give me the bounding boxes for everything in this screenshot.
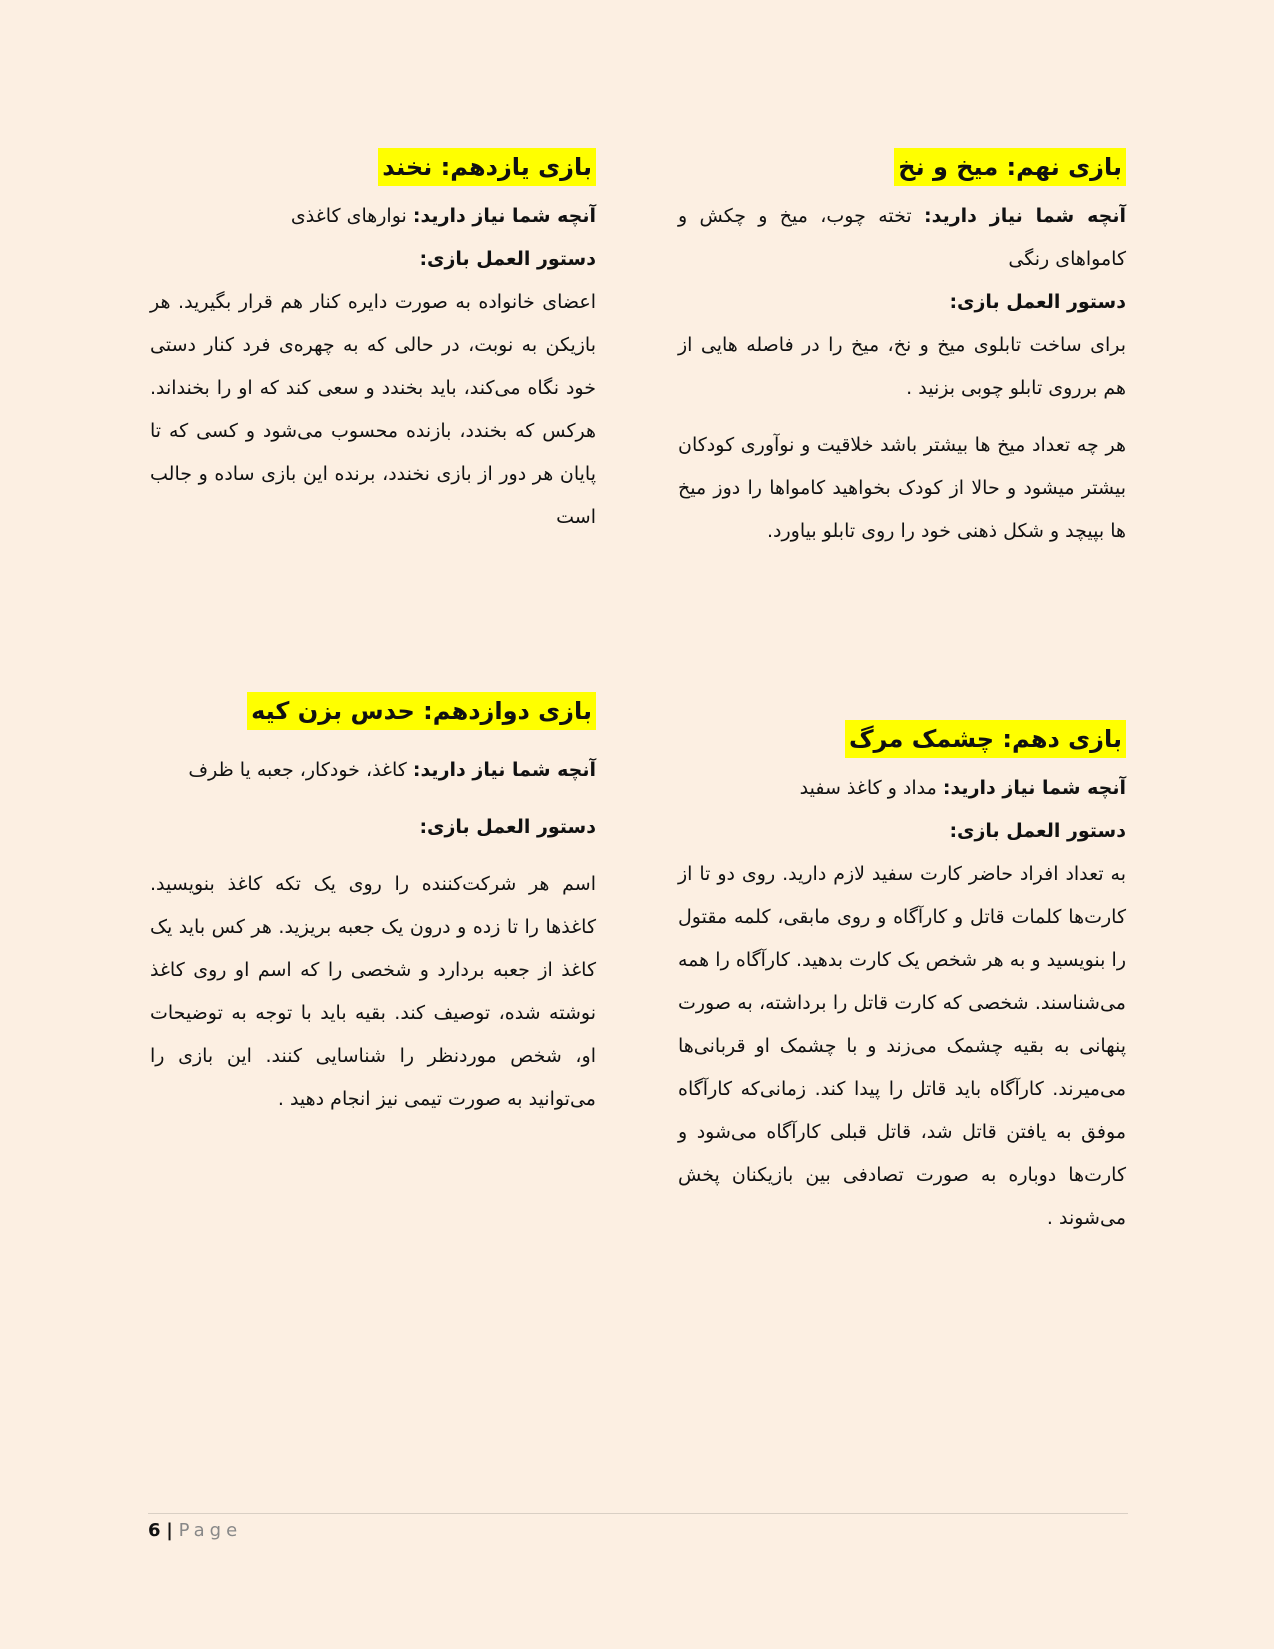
game-9-needs: [678, 195, 1126, 281]
game-12-section: [150, 692, 596, 1121]
game-10-section: [678, 720, 1126, 1240]
needs-value: کاغذ، خودکار، جعبه یا ظرف: [188, 759, 413, 781]
game-11-instructions-label: دستور العمل بازی:: [419, 248, 596, 270]
game-9-title: بازی نهم: میخ و نخ: [894, 148, 1126, 186]
footer-separator: |: [166, 1520, 173, 1541]
game-12-instructions-label: دستور العمل بازی:: [419, 816, 596, 838]
game-10-title: بازی دهم: چشمک مرگ: [845, 720, 1126, 758]
needs-label: آنچه شما نیاز دارید:: [942, 777, 1126, 799]
needs-value: نوارهای کاغذی: [290, 205, 413, 227]
game-10-needs: [678, 767, 1126, 810]
game-12-body-1: اسم هر شرکت‌کننده را روی یک تکه کاغذ بنویسید. کاغذها را تا زده و درون یک جعبه بریزید. هر کس باید یک کاغذ از جعبه بردارد و شخصی را که اسم او روی کاغذ نوشته شده، توصیف کند. بقیه باید با توجه به توضیحات او، شخص موردنظر را شناسایی کنند. این بازی را می‌توانید به صورت تیمی نیز انجام دهید .: [150, 873, 596, 1110]
game-9-section: [678, 148, 1126, 553]
game-10-instructions-label: دستور العمل بازی:: [949, 820, 1126, 842]
game-9-instructions-label: دستور العمل بازی:: [949, 291, 1126, 313]
game-12-title: بازی دوازدهم: حدس بزن کیه: [247, 692, 596, 730]
game-11-title: بازی یازدهم: نخند: [378, 148, 596, 186]
game-11-needs: [150, 195, 596, 238]
page-number: 6: [148, 1520, 161, 1541]
needs-label: آنچه شما نیاز دارید:: [412, 759, 596, 781]
game-9-body-2: هر چه تعداد میخ ها بیشتر باشد خلاقیت و نوآوری کودکان بیشتر میشود و حالا از کودک بخواهید کامواها را دوز میخ ها بپیچد و شکل ذهنی خود را روی تابلو بیاورد.: [678, 434, 1126, 542]
game-11-section: [150, 148, 596, 539]
game-11-body-1: اعضای خانواده به صورت دایره کنار هم قرار بگیرید. هر بازیکن به نوبت، در حالی که به چهره‌ی فرد کنار دستی خود نگاه می‌کند، باید بخندد و سعی کند که او را بخنداند. هرکس که بخندد، بازنده محسوب می‌شود و کسی که تا پایان هر دور از بازی نخندد، برنده این بازی ساده و جالب است: [150, 291, 596, 528]
needs-value: تخته چوب، میخ و چکش و کامواهای رنگی: [678, 205, 1126, 270]
page-word: Page: [178, 1520, 243, 1541]
game-9-body-1: برای ساخت تابلوی میخ و نخ، میخ را در فاصله هایی از هم برروی تابلو چوبی بزنید .: [678, 334, 1126, 399]
game-12-needs: [150, 749, 596, 792]
game-10-body-1: به تعداد افراد حاضر کارت سفید لازم دارید. روی دو تا از کارت‌ها کلمات قاتل و کارآگاه و روی مابقی، کلمه مقتول را بنویسید و به هر شخص یک کارت بدهید. کارآگاه را همه می‌شناسند. شخصی که کارت قاتل را برداشته، به صورت پنهانی به بقیه چشمک می‌زند و با چشمک او قربانی‌ها می‌میرند. کارآگاه باید قاتل را پیدا کند. زمانی‌که کارآگاه موفق به یافتن قاتل شد، قاتل قبلی کارآگاه می‌شود و کارت‌ها دوباره به صورت تصادفی بین بازیکنان پخش می‌شوند .: [678, 863, 1126, 1229]
page-footer: [148, 1513, 1128, 1541]
needs-label: آنچه شما نیاز دارید:: [924, 205, 1126, 227]
needs-label: آنچه شما نیاز دارید:: [412, 205, 596, 227]
needs-value: مداد و کاغذ سفید: [799, 777, 943, 799]
